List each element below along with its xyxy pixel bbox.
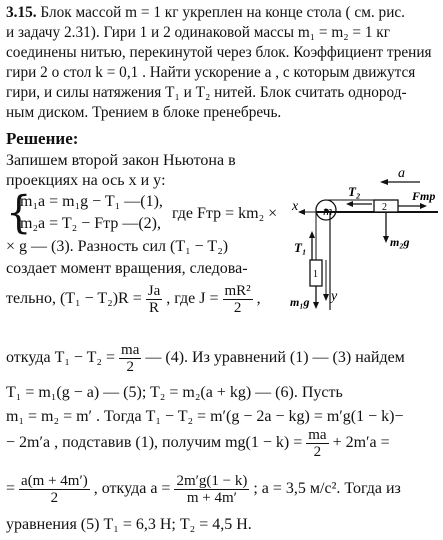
problem-text-1: Блок массой m = 1 кг укреплен на конце стола ( см. рис. [40, 4, 405, 21]
equation-2: m₂a = T₂ − Fтр —(2), [20, 215, 161, 232]
friction-arrowhead [420, 203, 427, 209]
fraction-numerator: Ja [147, 283, 161, 299]
y-axis-arrowhead [323, 294, 329, 301]
weight-m2g-arrowhead [383, 236, 389, 243]
problem-number: 3.15. [6, 4, 37, 21]
substitute-rest: + 2m′a = [332, 434, 390, 452]
weight-m1g-arrowhead [313, 302, 319, 309]
tension-t2-arrowhead [346, 201, 353, 207]
fraction-denominator: 2 [233, 300, 242, 316]
moment-eq-comma: , [256, 290, 261, 308]
equation-1: m₁a = m₁g − T₁ —(1), [20, 193, 163, 210]
accel-eq-sign: = [6, 480, 16, 498]
solution-line-otkuda [6, 342, 405, 375]
otkuda-text: откуда T₁ − T₂ = [6, 349, 116, 367]
fraction-a-m4m [19, 473, 90, 506]
fraction-denominator: R [148, 300, 159, 316]
fraction-numerator: ma [308, 427, 327, 443]
label-block-1: 1 [313, 269, 318, 280]
fraction-ma-2b [306, 427, 328, 460]
fraction-denominator: 2 [313, 444, 322, 460]
fraction-mr2-2 [223, 283, 253, 316]
label-m2g: m₂g [390, 235, 410, 249]
problem-line-5: гири, и силы натяжения T₁ и T₂ нитей. Блок считать однород- [6, 84, 407, 101]
tension-t1-arrowhead [309, 231, 315, 238]
solution-line-final: уравнения (5) T₁ = 6,3 Н; T₂ = 4,5 Н. [6, 516, 252, 533]
label-y: y [331, 289, 338, 304]
fraction-denominator: m + 4m′ [186, 490, 237, 506]
problem-line-4: гири 2 о стол k = 0,1 . Найти ускорение a , с которым движутся [6, 64, 416, 81]
solution-line-moment: создает момент вращения, следова- [6, 260, 248, 277]
solution-line-acceleration [6, 473, 401, 506]
moment-eq-text: тельно, (T₁ − T₂)R = [6, 290, 142, 308]
accel-eq-text: , откуда a = [93, 480, 171, 498]
solution-intro-1: Запишем второй закон Ньютона в [6, 152, 236, 169]
label-a: a [398, 166, 405, 181]
solution-title: Решение: [6, 129, 79, 148]
problem-line-2: и задачу 2.31). Гири 1 и 2 одинаковой массы m₁ = m₂ = 1 кг [6, 24, 391, 41]
substitute-text: − 2m′a , подставив (1), получим mg(1 − k) = [6, 434, 303, 452]
solution-line-substitute [6, 427, 390, 460]
solution-line-masses: m₁ = m₂ = m′ . Тогда T₁ − T₂ = m′(g − 2a − kg) = m′g(1 − k)− [6, 408, 404, 425]
label-block-2: 2 [382, 202, 387, 213]
system-brace: { [6, 187, 32, 239]
solution-line-moment-eq [6, 283, 261, 316]
label-t2: T₂ [348, 184, 361, 199]
acceleration-arrowhead [380, 179, 388, 185]
fraction-denominator: 2 [126, 359, 134, 375]
label-m1g: m₁g [290, 295, 310, 309]
label-x: x [292, 199, 299, 214]
solution-intro-2: проекциях на ось x и y: [6, 172, 166, 189]
fraction-numerator: ma [121, 342, 140, 358]
fraction-ma-2 [119, 342, 141, 375]
fraction-denominator: 2 [50, 490, 59, 506]
problem-line-6: ным диском. Трением в блоке пренебречь. [6, 104, 282, 121]
accel-eq-result: ; a = 3,5 м/с². Тогда из [253, 480, 401, 498]
fraction-ja-r [146, 283, 163, 316]
solution-line-t1-t2: T₁ = m₁(g − a) — (5); T₂ = m₂(a + kg) — (6). Пусть [6, 384, 343, 401]
label-t1: T₁ [294, 240, 307, 255]
fraction-accel-formula [174, 473, 249, 506]
label-ftr: Fтр [412, 189, 436, 203]
solution-line-g: × g — (3). Разность сил (T₁ − T₂) [6, 238, 229, 255]
x-axis-arrowhead [298, 209, 305, 215]
fraction-numerator: 2m′g(1 − k) [176, 473, 248, 489]
fraction-numerator: a(m + 4m′) [21, 473, 88, 489]
problem-line-1 [6, 4, 405, 22]
equation-friction: где Fтр = km₂ × [172, 205, 278, 222]
problem-line-3: соединены нитью, перекинутой через блок. Коэффициент трения [6, 44, 432, 61]
fraction-numerator: mR² [224, 283, 251, 299]
label-m: m [323, 203, 333, 218]
pulley-diagram [290, 160, 440, 320]
otkuda-rest: — (4). Из уравнений (1) — (3) найдем [145, 349, 405, 367]
moment-eq-where: , где J = [166, 290, 219, 308]
